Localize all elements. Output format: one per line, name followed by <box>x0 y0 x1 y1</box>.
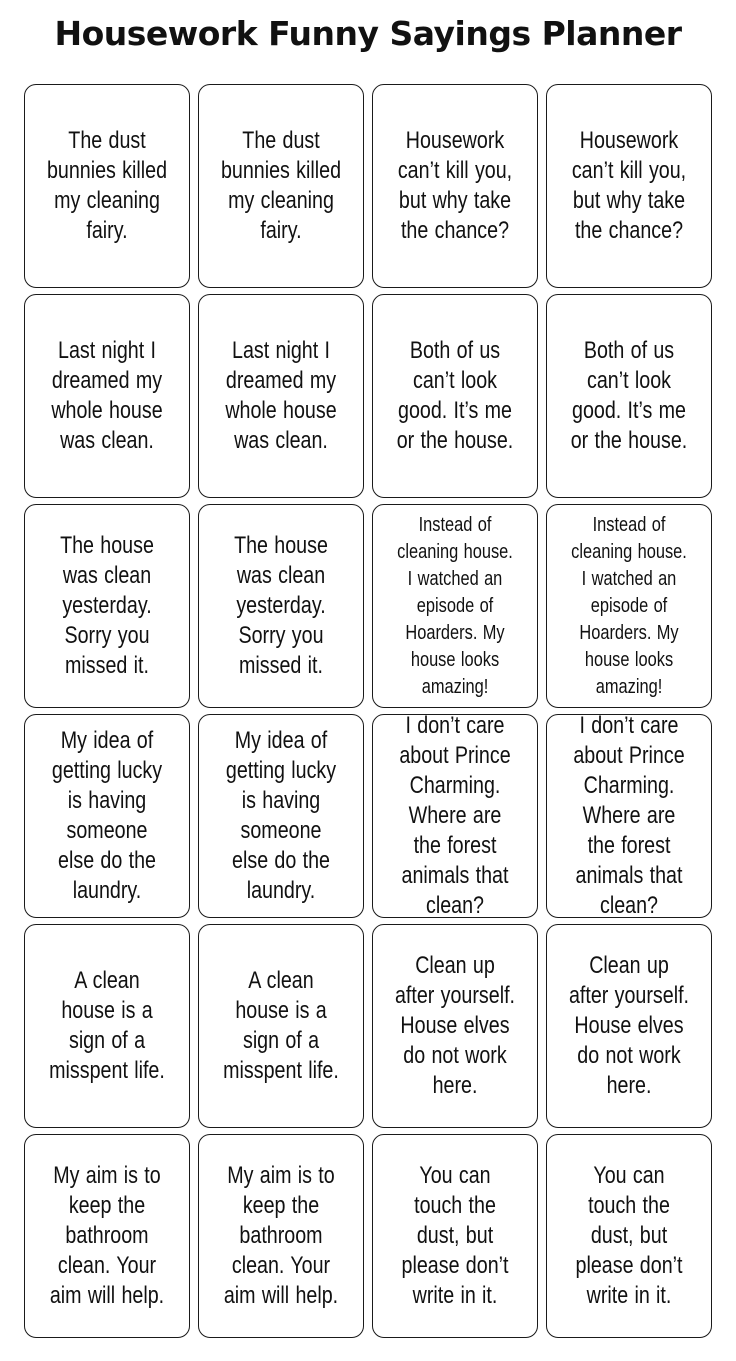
saying-card <box>546 714 712 918</box>
saying-card <box>24 504 190 708</box>
saying-text: The house was clean yesterday. Sorry you missed it. <box>234 532 328 679</box>
saying-text: You can touch the dust, but please don’t write in it. <box>575 1162 683 1309</box>
saying-text: My idea of getting lucky is having someone else do the laundry. <box>51 727 163 904</box>
saying-card <box>372 1134 538 1338</box>
saying-card <box>198 294 364 498</box>
saying-card <box>546 504 712 708</box>
saying-text: My aim is to keep the bathroom clean. Your aim will help. <box>49 1162 165 1309</box>
saying-text: Instead of cleaning house. I watched an episode of Hoarders. My house looks amazing! <box>571 513 687 698</box>
saying-card <box>372 714 538 918</box>
saying-card <box>198 504 364 708</box>
saying-text: Clean up after yourself. House elves do not work here. <box>394 952 516 1099</box>
saying-text: My aim is to keep the bathroom clean. Your aim will help. <box>223 1162 339 1309</box>
saying-card <box>546 84 712 288</box>
saying-card <box>372 84 538 288</box>
saying-card <box>372 504 538 708</box>
saying-card <box>546 924 712 1128</box>
sayings-grid <box>24 84 713 1338</box>
saying-card <box>24 1134 190 1338</box>
saying-text: Both of us can’t look good. It’s me or the house. <box>570 337 688 454</box>
saying-card <box>372 294 538 498</box>
saying-text: The dust bunnies killed my cleaning fairy. <box>46 127 168 244</box>
saying-text: The house was clean yesterday. Sorry you missed it. <box>60 532 154 679</box>
saying-text: Housework can’t kill you, but why take the chance? <box>571 127 687 244</box>
saying-text: Last night I dreamed my whole house was clean. <box>225 337 337 454</box>
saying-card <box>198 84 364 288</box>
saying-text: Clean up after yourself. House elves do not work here. <box>568 952 690 1099</box>
saying-card <box>372 924 538 1128</box>
saying-text: I don’t care about Prince Charming. Where are the forest animals that clean? <box>573 712 685 919</box>
saying-card <box>546 294 712 498</box>
saying-text: Housework can’t kill you, but why take the chance? <box>397 127 513 244</box>
saying-card <box>198 924 364 1128</box>
saying-text: The dust bunnies killed my cleaning fairy. <box>220 127 342 244</box>
saying-card <box>546 1134 712 1338</box>
saying-card <box>24 294 190 498</box>
saying-card <box>24 714 190 918</box>
saying-card <box>24 924 190 1128</box>
saying-card <box>198 1134 364 1338</box>
saying-text: Instead of cleaning house. I watched an episode of Hoarders. My house looks amazing! <box>397 513 513 698</box>
saying-text: Last night I dreamed my whole house was clean. <box>51 337 163 454</box>
page-title: Housework Funny Sayings Planner <box>54 14 682 53</box>
saying-text: Both of us can’t look good. It’s me or the house. <box>396 337 514 454</box>
saying-text: I don’t care about Prince Charming. Where are the forest animals that clean? <box>399 712 511 919</box>
saying-text: A clean house is a sign of a misspent life. <box>49 967 165 1084</box>
saying-text: You can touch the dust, but please don’t write in it. <box>401 1162 509 1309</box>
saying-card <box>198 714 364 918</box>
saying-text: My idea of getting lucky is having someone else do the laundry. <box>225 727 337 904</box>
saying-text: A clean house is a sign of a misspent life. <box>223 967 339 1084</box>
saying-card <box>24 84 190 288</box>
